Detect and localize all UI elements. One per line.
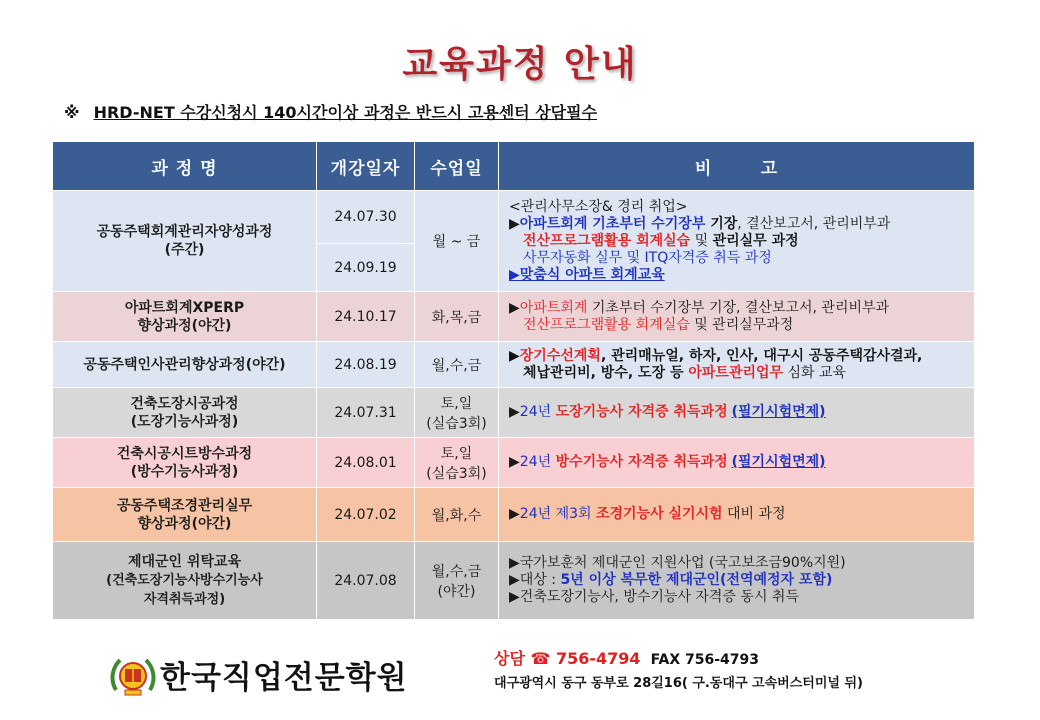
remarks-highlight: 방수기능사 자격증 취득과정 bbox=[555, 454, 728, 470]
table-row bbox=[53, 488, 975, 542]
remarks-line bbox=[509, 404, 964, 421]
remarks-text: , 관리매뉴얼, 하자, 인사, 대구시 공동주택감사결과, bbox=[600, 347, 923, 364]
course-name-line: (주간) bbox=[164, 242, 205, 258]
class-days-cell bbox=[415, 388, 499, 438]
class-days-cell: 화,목,금 bbox=[415, 292, 499, 342]
class-days-cell: 월,수,금 bbox=[415, 342, 499, 388]
remarks-text: 24년 bbox=[519, 506, 556, 522]
class-days-line: 토,일 bbox=[440, 395, 473, 412]
remarks-cell bbox=[499, 488, 975, 542]
fax-number: FAX 756-4793 bbox=[650, 652, 760, 668]
remarks-line bbox=[509, 365, 964, 382]
class-days-line: (실습3회) bbox=[426, 415, 487, 432]
course-name-cell bbox=[53, 292, 317, 342]
start-date-cell: 24.08.19 bbox=[317, 342, 415, 388]
remarks-line bbox=[509, 199, 964, 216]
remarks-cell bbox=[499, 342, 975, 388]
remarks-text: 기초부터 수기장부 기장, 결산보고서, 관리비부과 bbox=[587, 299, 890, 316]
class-days-cell: 월,화,수 bbox=[415, 488, 499, 542]
remarks-cell bbox=[499, 438, 975, 488]
course-name-line: 건축도장시공과정 bbox=[130, 395, 239, 412]
table-row bbox=[53, 292, 975, 342]
header-course-name: 과 정 명 bbox=[53, 142, 317, 191]
remarks-cell bbox=[499, 542, 975, 620]
remarks-line: 사무자동화 실무 및 ITQ자격증 취득 과정 bbox=[523, 249, 772, 266]
remarks-line bbox=[509, 216, 964, 233]
header-class-days: 수업일 bbox=[415, 142, 499, 191]
arrow-icon: ▶ bbox=[509, 299, 520, 316]
course-name-cell bbox=[53, 438, 317, 488]
academy-logo bbox=[110, 652, 430, 700]
remarks-cell bbox=[499, 191, 975, 292]
header-remarks: 비 고 bbox=[499, 142, 975, 191]
course-table bbox=[52, 141, 975, 620]
remarks-line: ▶국가보훈처 제대군인 지원사업 (국고보조금90%지원) bbox=[509, 555, 846, 571]
consult-phone: 상담 ☎ 756-4794 bbox=[494, 649, 641, 668]
table-row bbox=[53, 191, 975, 244]
remarks-text: 24년 bbox=[519, 454, 556, 470]
remarks-line bbox=[509, 317, 964, 334]
remarks-highlight: 전산프로그램활용 회계실습 bbox=[523, 232, 691, 249]
remarks-line bbox=[509, 300, 964, 317]
address: 대구광역시 동구 동부로 28길16( 구.동대구 고속버스터미널 뒤) bbox=[494, 676, 863, 691]
remarks-cell bbox=[499, 292, 975, 342]
notice bbox=[64, 100, 597, 123]
course-name-cell bbox=[53, 388, 317, 438]
start-date-cell: 24.07.08 bbox=[317, 542, 415, 620]
remarks-line: ▶건축도장기능사, 방수기능사 자격증 동시 취득 bbox=[509, 589, 799, 605]
remarks-text: 24년 bbox=[519, 404, 556, 420]
remarks-line bbox=[509, 233, 964, 250]
remarks-text: 및 관리실무과정 bbox=[689, 316, 794, 333]
course-name-cell: 공동주택인사관리향상과정(야간) bbox=[53, 342, 317, 388]
remarks-highlight: 조경기능사 실기시험 bbox=[595, 506, 723, 522]
start-date-cell: 24.07.02 bbox=[317, 488, 415, 542]
remarks-highlight: (필기시험면제) bbox=[731, 404, 826, 420]
remarks-cell bbox=[499, 388, 975, 438]
header-start-date: 개강일자 bbox=[317, 142, 415, 191]
remarks-text: 관리실무 과정 bbox=[712, 232, 799, 249]
course-name-cell bbox=[53, 542, 317, 620]
course-name-line: 건축시공시트방수과정 bbox=[116, 445, 253, 462]
start-date-cell: 24.10.17 bbox=[317, 292, 415, 342]
arrow-icon: ▶ bbox=[509, 347, 520, 364]
table-row bbox=[53, 342, 975, 388]
start-date-cell: 24.09.19 bbox=[317, 244, 415, 292]
remarks-highlight: 5년 이상 복무한 제대군인(전역예정자 포함) bbox=[560, 572, 833, 588]
notice-mark: ※ bbox=[64, 103, 80, 122]
class-days-cell: 월 ~ 금 bbox=[415, 191, 499, 292]
course-name-line: 공동주택조경관리실무 bbox=[116, 497, 253, 514]
course-name-line: 아파트회계XPERP bbox=[124, 299, 245, 316]
remarks-highlight: 아파트회계 기초부터 수기장부 bbox=[519, 215, 706, 232]
start-date-cell: 24.07.31 bbox=[317, 388, 415, 438]
remarks-line bbox=[509, 348, 964, 365]
arrow-icon: ▶ bbox=[509, 215, 520, 232]
remarks-text: 체납관리비, 방수, 도장 등 bbox=[523, 364, 689, 381]
remarks-text: 및 bbox=[690, 232, 713, 249]
contact-info bbox=[494, 646, 1014, 691]
remarks-highlight: 아파트관리업무 bbox=[688, 364, 784, 381]
class-days-line: (실습3회) bbox=[426, 465, 487, 482]
remarks-line: ▶맞춤식 아파트 회계교육 bbox=[509, 266, 665, 283]
academy-name: 한국직업전문학원 bbox=[160, 660, 408, 696]
course-name-cell bbox=[53, 191, 317, 292]
contact-line bbox=[494, 646, 1014, 669]
remarks-highlight: 장기수선계획 bbox=[519, 347, 601, 364]
remarks-text: , 결산보고서, 관리비부과 bbox=[737, 215, 891, 232]
start-date-cell: 24.08.01 bbox=[317, 438, 415, 488]
start-date-cell: 24.07.30 bbox=[317, 191, 415, 244]
table-header-row bbox=[53, 142, 975, 191]
course-name-line: 제대군인 위탁교육 bbox=[127, 553, 242, 570]
remarks-text: 심화 교육 bbox=[783, 364, 847, 381]
remarks-line bbox=[509, 506, 964, 523]
remarks-text: 기장 bbox=[705, 215, 738, 232]
notice-text: HRD-NET 수강신청시 140시간이상 과정은 반드시 고용센터 상담필수 bbox=[93, 103, 598, 122]
course-name-line: (도장기능사과정) bbox=[130, 413, 239, 430]
class-days-line: (야간) bbox=[437, 583, 476, 600]
table-row bbox=[53, 542, 975, 620]
table-row bbox=[53, 438, 975, 488]
academy-emblem-icon bbox=[110, 656, 156, 696]
class-days-cell bbox=[415, 438, 499, 488]
remarks-highlight: (필기시험면제) bbox=[731, 454, 826, 470]
course-name-line: 자격취득과정) bbox=[143, 591, 226, 607]
remarks-text: ▶대상 : bbox=[509, 572, 561, 588]
remarks-line bbox=[509, 454, 964, 471]
class-days-line: 월,수,금 bbox=[431, 563, 482, 580]
course-name-line: 향상과정(야간) bbox=[137, 317, 232, 334]
remarks-highlight: 전산프로그램활용 회계실습 bbox=[523, 316, 690, 333]
class-days-line: 토,일 bbox=[440, 445, 473, 462]
remarks-text: <관리사무소장& 경리 취업> bbox=[509, 198, 688, 215]
remarks-highlight: 도장기능사 자격증 취득과정 bbox=[555, 404, 728, 420]
course-name-line: 향상과정(야간) bbox=[137, 515, 232, 532]
class-days-cell bbox=[415, 542, 499, 620]
remarks-line bbox=[509, 572, 964, 589]
table-row bbox=[53, 388, 975, 438]
arrow-icon: ▶ bbox=[509, 454, 520, 470]
course-name-line: (건축도장기능사방수기능사 bbox=[106, 572, 263, 588]
course-name-line: 공동주택회계관리자양성과정 bbox=[96, 224, 273, 240]
remarks-text: 제3회 bbox=[555, 506, 596, 522]
arrow-icon: ▶ bbox=[509, 506, 520, 522]
course-name-cell bbox=[53, 488, 317, 542]
arrow-icon: ▶ bbox=[509, 404, 520, 420]
remarks-text: 대비 과정 bbox=[722, 506, 786, 522]
remarks-highlight: 아파트회계 bbox=[519, 299, 588, 316]
page-title: 교육과정 안내 bbox=[402, 44, 638, 85]
course-name-line: (방수기능사과정) bbox=[130, 463, 239, 480]
